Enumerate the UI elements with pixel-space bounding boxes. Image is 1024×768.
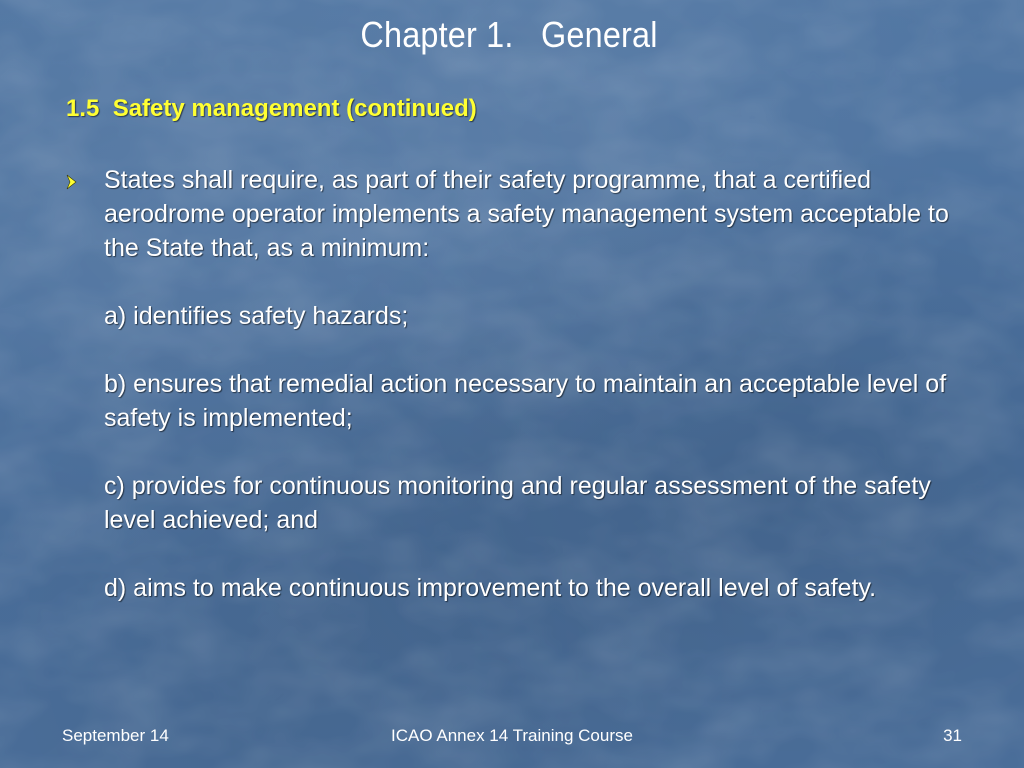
page-number: 31 bbox=[943, 726, 962, 745]
list-item-c: c) provides for continuous monitoring and regular assessment of the safety level achieved; and bbox=[104, 472, 931, 534]
list-item-b: b) ensures that remedial action necessary to maintain an acceptable level of safety is implemented; bbox=[104, 370, 947, 432]
footer-date: September 14 bbox=[62, 726, 169, 745]
section-heading: 1.5 Safety management (continued) bbox=[66, 95, 477, 122]
list-item-d: d) aims to make continuous improvement to the overall level of safety. bbox=[104, 574, 877, 602]
bullet-paragraph: States shall require, as part of their safety programme, that a certified aerodrome operator implements a safety management system acceptable to the State that, as a minimum: bbox=[104, 166, 949, 262]
list-item-a: a) identifies safety hazards; bbox=[104, 302, 409, 330]
bullet-content bbox=[104, 163, 984, 605]
slide-title: Chapter 1. General bbox=[360, 14, 658, 55]
footer-course: ICAO Annex 14 Training Course bbox=[391, 726, 633, 745]
chevron-right-icon bbox=[64, 174, 80, 190]
